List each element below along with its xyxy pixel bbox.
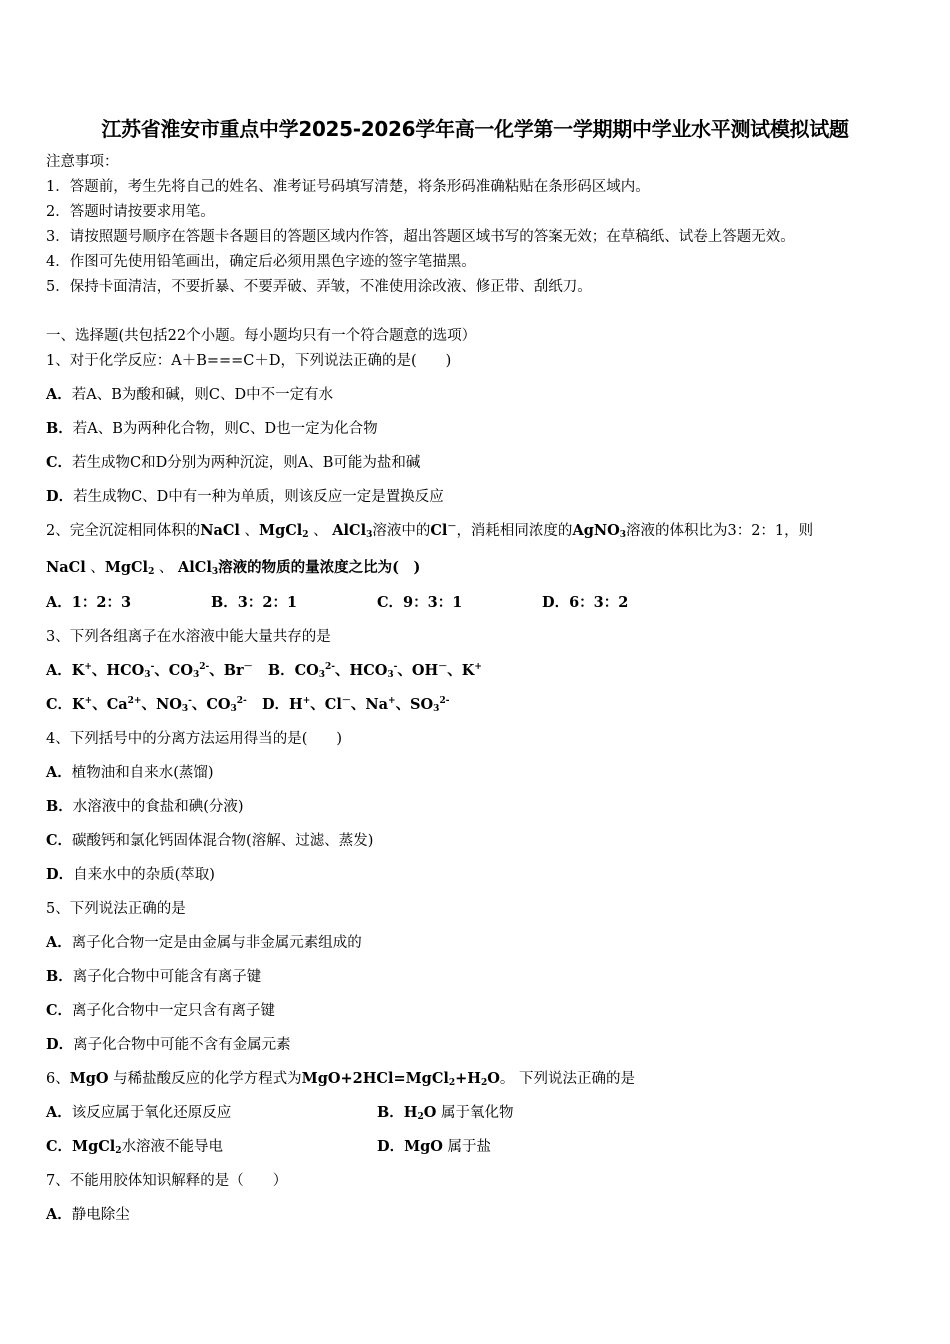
notice-item-5: 5．保持卡面清洁，不要折暴、不要弄破、弄皱，不准使用涂改液、修正带、刮纸刀。 [46,279,592,295]
option-label: B． [46,420,73,437]
notice-item-4: 4．作图可先使用铅笔画出，确定后必须用黑色字迹的签字笔描黑。 [46,254,476,270]
option-label: D． [261,696,290,713]
q5-option-d [46,1036,291,1054]
option-label: A． [46,1206,72,1223]
q2-option-b [211,594,297,612]
q2-option-a [46,594,131,612]
q3-options-cd: C．K+、$Ca^{2+}$、$NO_3^-$、$CO_3^{2-}$ D．H+、Cl－、Na+、$SO_3^{2-}$ [46,696,450,714]
option-text: 若A、B为酸和碱，则C、D中不一定有水 [71,387,334,403]
option-label: D． [46,488,74,505]
option-label: D． [542,594,570,611]
q7-option-a [46,1206,130,1224]
option-text: 1：2：3 [71,594,132,611]
q3-stem: 3、下列各组离子在水溶液中能大量共存的是 [46,629,331,645]
option-text: 属于氧化物 [440,1105,514,1121]
option-text: 离子化合物一定是由金属与非金属元素组成的 [71,935,362,951]
option-label: D． [46,1036,74,1053]
q4-option-a [46,764,214,782]
option-label: A． [46,1104,72,1121]
q1-stem: 1、对于化学反应：A＋B===C＋D，下列说法正确的是( ) [46,353,452,369]
option-text: 离子化合物中一定只含有离子键 [72,1003,276,1019]
option-label: C． [46,454,73,471]
option-label: A． [46,764,72,781]
q4-option-d [46,866,215,884]
q7-stem: 7、不能用胶体知识解释的是（ ） [46,1173,288,1189]
option-label: A． [46,934,72,951]
option-text: 水溶液中的食盐和碘(分液) [72,799,244,815]
option-label: B． [267,662,295,679]
q6-option-a [46,1104,231,1122]
q5-stem: 5、下列说法正确的是 [46,901,186,917]
option-label: B． [46,798,73,815]
q2-text-tail: ，消耗相同浓度的 [456,523,573,539]
section-heading: 一、选择题(共包括22个小题。每小题均只有一个符合题意的选项） [46,328,477,344]
notice-item-1: 1．答题前，考生先将自己的姓名、准考证号码填写清楚，将条形码准确粘贴在条形码区域内。 [46,179,650,195]
q6-stem: 6、MgO 与稀盐酸反应的化学方程式为$MgO+2HCl=MgCl_2+H_2O$。 下列说法正确的是 [46,1070,636,1088]
option-label: A． [46,594,72,611]
q5-option-c [46,1002,275,1020]
option-text: 静电除尘 [71,1207,130,1223]
option-text: 属于盐 [447,1139,492,1155]
q6-text-tail: 。 下列说法正确的是 [499,1071,636,1087]
q2-text-end: 溶液的体积比为3：2：1，则 [625,523,814,539]
option-text: 水溶液不能导电 [121,1139,224,1155]
q2-stem-line1: 2、完全沉淀相同体积的NaCl 、MgCl$_2$ 、 AlCl$_3$溶液中的Cl－，消耗相同浓度的AgNO$_3$溶液的体积比为3：2：1，则 [46,522,814,540]
option-text: 离子化合物中可能含有离子键 [72,969,262,985]
option-text: 该反应属于氧化还原反应 [71,1105,232,1121]
q2-number: 2、完全沉淀相同体积的 [46,523,201,539]
option-text: 若A、B为两种化合物，则C、D也一定为化合物 [72,421,378,437]
q2-option-c [377,594,462,612]
q6-option-d: D．MgO 属于盐 [377,1138,492,1155]
option-text: 9：3：1 [403,594,463,611]
option-label: B． [211,594,238,611]
q2-text-line2: 溶液的物质的量浓度之比为( ) [218,559,421,576]
q1-option-a [46,386,333,404]
option-label: C． [377,594,404,611]
option-text: 自来水中的杂质(萃取) [73,867,215,883]
option-label: C． [46,696,73,713]
option-text: 植物油和自来水(蒸馏) [71,765,214,781]
option-label: B． [46,968,73,985]
notice-item-3: 3．请按照题号顺序在答题卡各题目的答题区域内作答，超出答题区域书写的答案无效；在草稿纸、试卷上答题无效。 [46,229,795,245]
notice-item-2: 2．答题时请按要求用笔。 [46,204,215,220]
q2-text-mid: 溶液中的 [372,523,431,539]
option-label: A． [46,662,72,679]
q3-options-ab: A．K+、$HCO_3^-$、$CO_3^{2-}$、Br－ B．$CO_3^{2-}$、$HCO_3^-$、OH－、K+ [46,662,482,680]
option-text: 若生成物C和D分别为两种沉淀，则A、B可能为盐和碱 [72,455,421,471]
q4-option-b [46,798,244,816]
option-label: A． [46,386,72,403]
q2-stem-line2: NaCl 、MgCl$_2$ 、 AlCl$_3$溶液的物质的量浓度之比为( ) [46,559,421,577]
page-title: 江苏省淮安市重点中学2025-2026学年高一化学第一学期期中学业水平测试模拟试题 [101,117,849,141]
q1-option-b [46,420,378,438]
option-text: 若生成物C、D中有一种为单质，则该反应一定是置换反应 [73,489,444,505]
option-label: B． [377,1104,404,1121]
q4-stem: 4、下列括号中的分离方法运用得当的是( ) [46,731,343,747]
q6-option-b: B．$H_2O$ 属于氧化物 [377,1104,514,1122]
q6-text-mid: 与稀盐酸反应的化学方程式为 [113,1071,302,1087]
q1-option-c [46,454,420,472]
q6-option-c: C．MgCl$_2$水溶液不能导电 [46,1138,224,1156]
q1-option-d [46,488,444,506]
option-label: D． [377,1138,405,1155]
notice-heading: 注意事项： [46,154,119,170]
option-text: 3：2：1 [237,594,298,611]
q5-option-b [46,968,261,986]
option-label: C． [46,1002,73,1019]
option-label: C． [46,1138,73,1155]
option-label: D． [46,866,74,883]
q5-option-a [46,934,362,952]
q4-option-c [46,832,373,850]
option-text: 碳酸钙和氯化钙固体混合物(溶解、过滤、蒸发) [72,833,374,849]
option-text: 6：3：2 [569,594,629,611]
q2-option-d [542,594,628,612]
option-label: C． [46,832,73,849]
option-text: 离子化合物中可能不含有金属元素 [73,1037,291,1053]
q6-number: 6、 [46,1071,70,1087]
